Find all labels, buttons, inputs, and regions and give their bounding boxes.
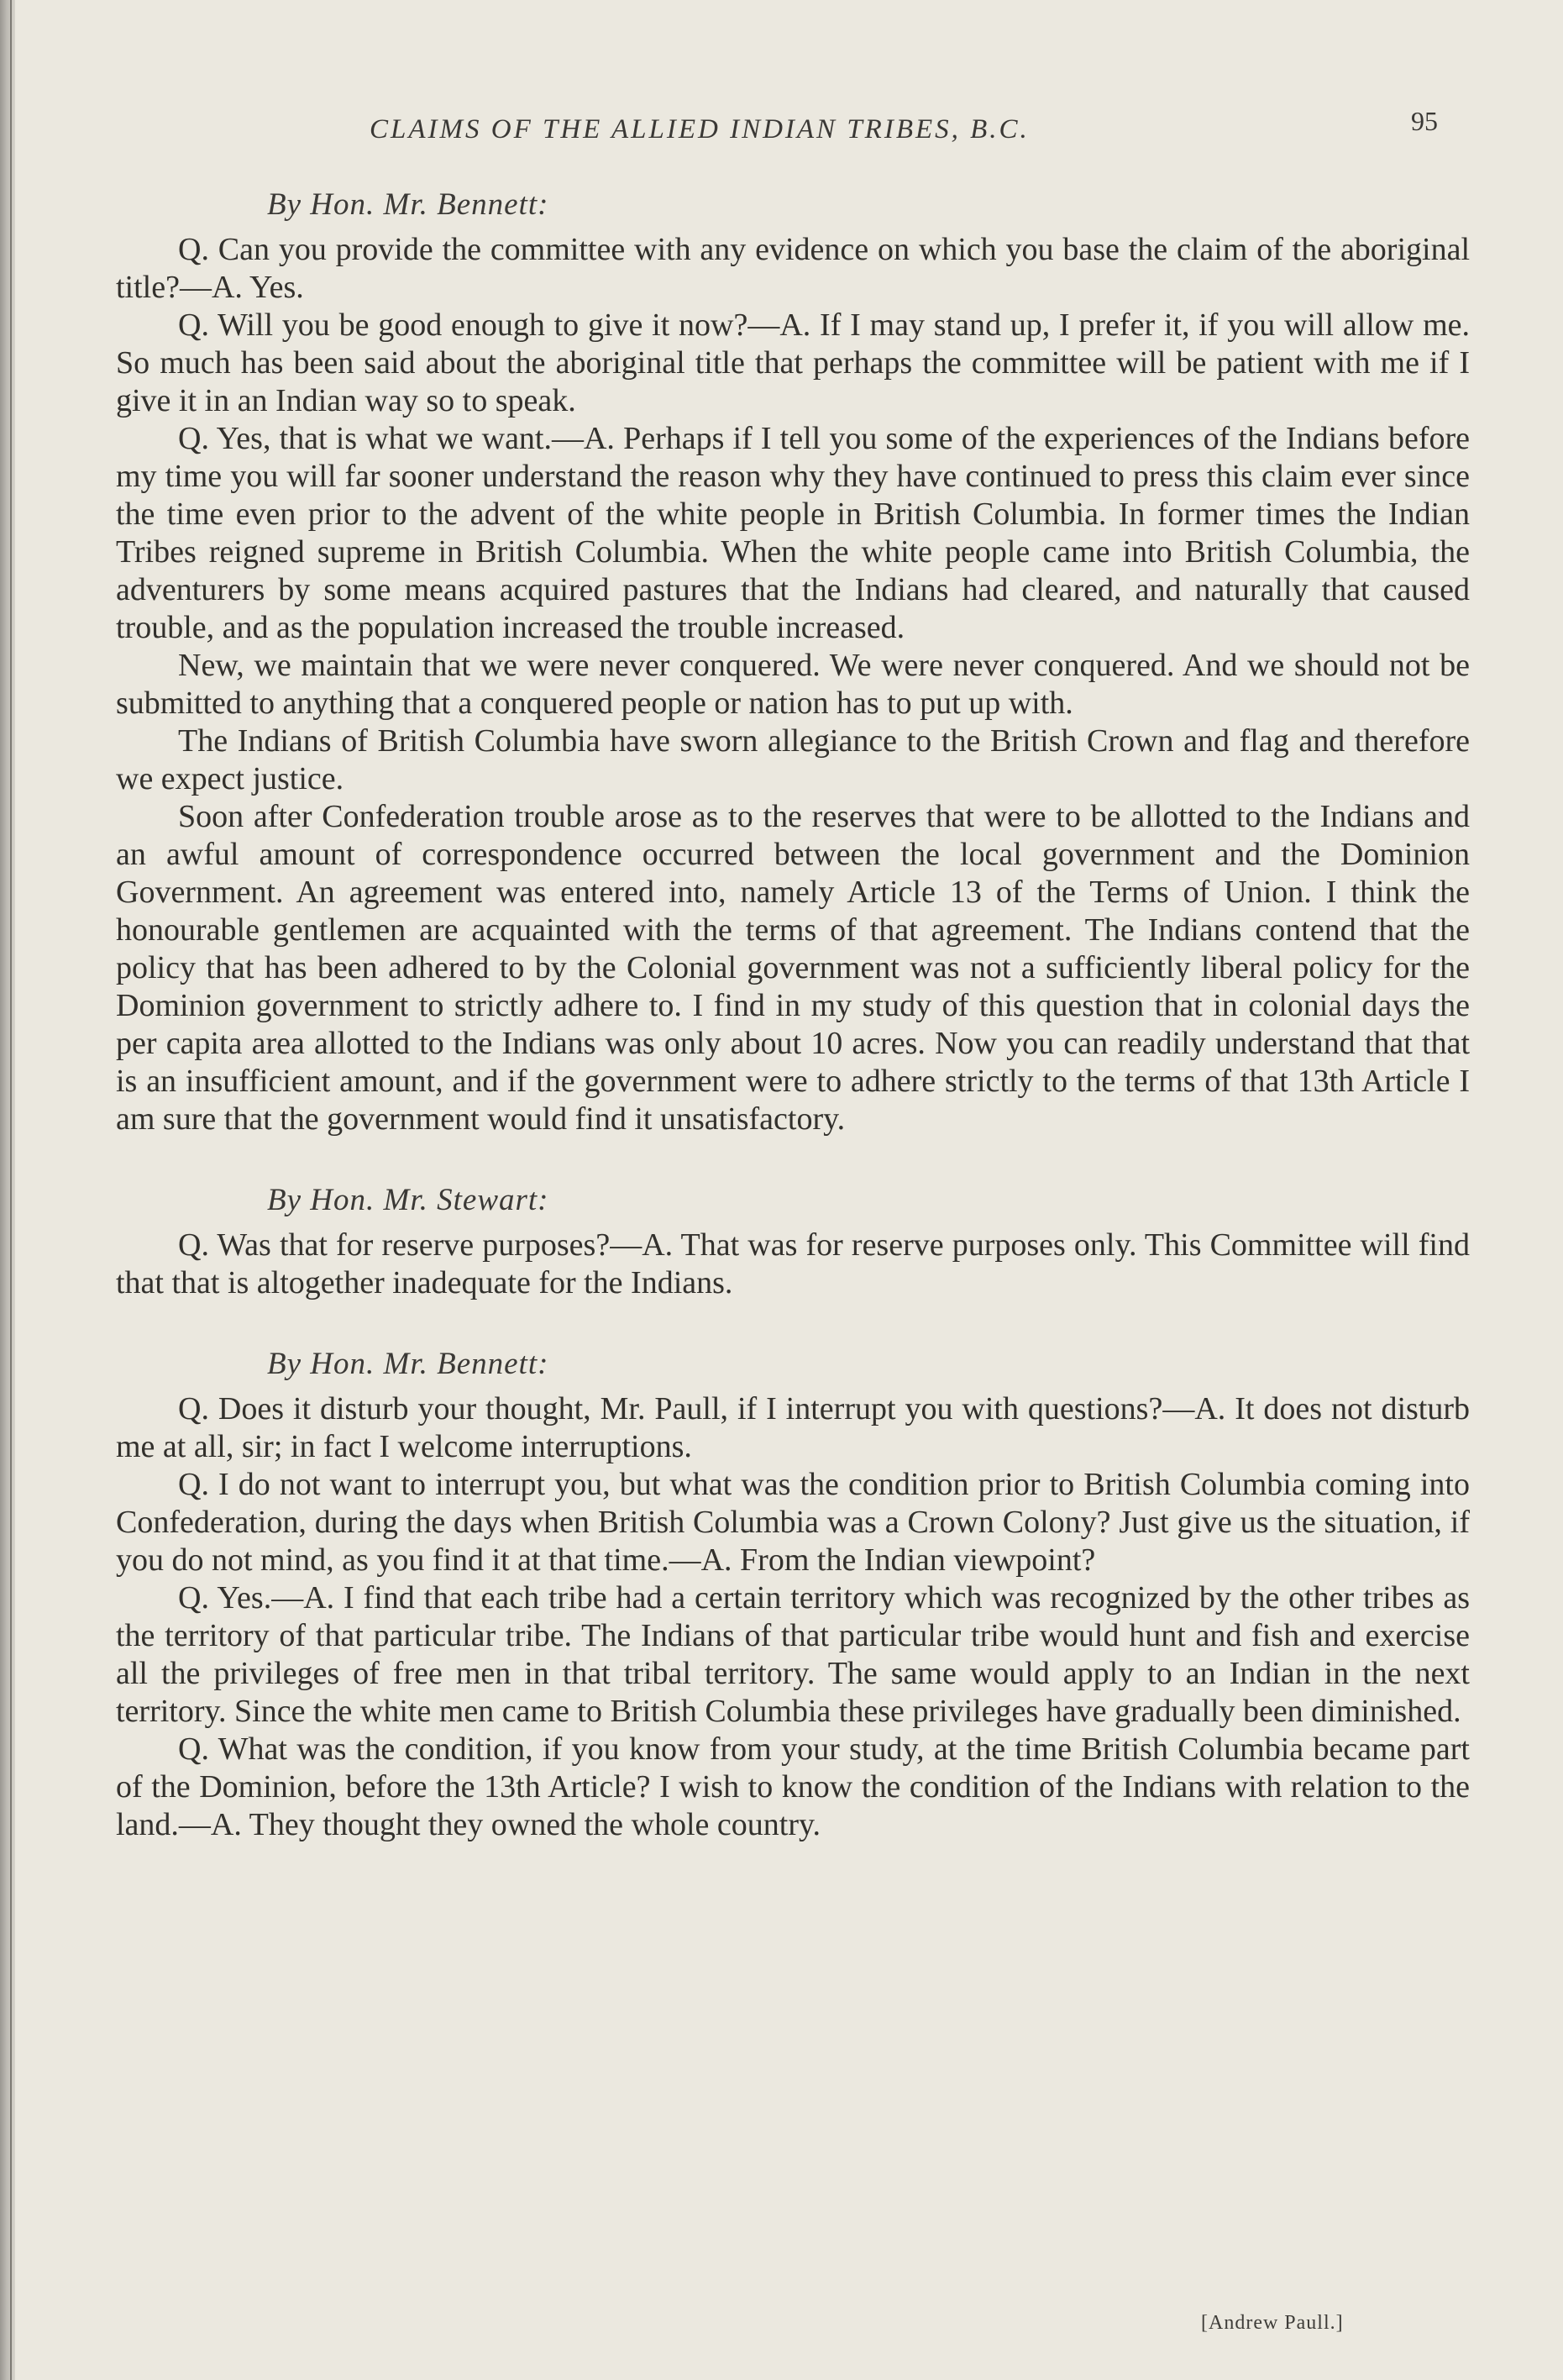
page-header	[370, 106, 1461, 165]
paragraph: Q. What was the condition, if you know from your study, at the time British Columbia became part of the Dominion, before the 13th Article? I wish to know the condition of the Indians with relation to the land.—A. They thought they owned the whole country.	[116, 1731, 1470, 1842]
section-spacer	[116, 1138, 1470, 1182]
page-number: 95	[1411, 106, 1438, 136]
section-stewart	[116, 1182, 1470, 1302]
paragraph: Q. Was that for reserve purposes?—A. That was for reserve purposes only. This Committee will find that that is altogether inadequate for the Indians.	[116, 1227, 1470, 1300]
running-title: CLAIMS OF THE ALLIED INDIAN TRIBES, B.C.	[370, 114, 1030, 144]
paragraph: Q. Will you be good enough to give it now?—A. If I may stand up, I prefer it, if you will allow me. So much has been said about the aboriginal title that perhaps the committee will be patient with me if I give it in an Indian way so to speak.	[116, 307, 1470, 418]
speaker-heading: By Hon. Mr. Stewart:	[267, 1183, 549, 1217]
page-binding-edge	[0, 0, 15, 2380]
section-bennett-2	[116, 1346, 1470, 1844]
paragraph: Q. Can you provide the committee with any evidence on which you base the claim of the aboriginal title?—A. Yes.	[116, 232, 1470, 305]
speaker-heading: By Hon. Mr. Bennett:	[267, 187, 549, 222]
section-bennett-1	[116, 187, 1470, 1138]
speaker-heading: By Hon. Mr. Bennett:	[267, 1347, 549, 1381]
paragraph: Q. Yes, that is what we want.—A. Perhaps if I tell you some of the experiences of the Indians before my time you will far sooner understand the reason why they have continued to press this claim ever since the time even prior to the advent of the white people in British Columbia. In former times the Indian Tribes reigned supreme in British Columbia. When the white people came into British Columbia, the adventurers by some means acquired pastures that the Indians had cleared, and naturally that caused trouble, and as the population increased the trouble increased.	[116, 421, 1470, 645]
binding-rule	[10, 0, 12, 2380]
section-spacer	[116, 1302, 1470, 1346]
paragraph: The Indians of British Columbia have sworn allegiance to the British Crown and flag and therefore we expect justice.	[116, 723, 1470, 796]
paragraph: Q. Yes.—A. I find that each tribe had a certain territory which was recognized by the other tribes as the territory of that particular tribe. The Indians of that particular tribe would hunt and fish and exercise all the privileges of free men in that tribal territory. The same would apply to an Indian in the next territory. Since the white men came to British Columbia these privileges have gradually been diminished.	[116, 1580, 1470, 1729]
paragraph: Q. I do not want to interrupt you, but what was the condition prior to British Columbia coming into Confederation, during the days when British Columbia was a Crown Colony? Just give us the situation, if you do not mind, as you find it at that time.—A. From the Indian viewpoint?	[116, 1467, 1470, 1578]
testimony-body	[116, 187, 1470, 1844]
paragraph: Soon after Confederation trouble arose as to the reserves that were to be allotted to the Indians and an awful amount of correspondence occurred between the local government and the Dominion Government. An agreement was entered into, namely Article 13 of the Terms of Union. I think the honourable gentlemen are acquainted with the terms of that agreement. The Indians contend that the policy that has been adhered to by the Colonial government was not a sufficiently liberal policy for the Dominion government to strictly adhere to. I find in my study of this question that in colonial days the per capita area allotted to the Indians was only about 10 acres. Now you can readily understand that that is an insufficient amount, and if the government were to adhere strictly to the terms of that 13th Article I am sure that the government would find it unsatisfactory.	[116, 799, 1470, 1137]
paragraph: Q. Does it disturb your thought, Mr. Paull, if I interrupt you with questions?—A. It does not disturb me at all, sir; in fact I welcome interruptions.	[116, 1391, 1470, 1464]
witness-signature: [Andrew Paull.]	[1201, 2312, 1344, 2334]
paragraph: New, we maintain that we were never conquered. We were never conquered. And we should not be submitted to anything that a conquered people or nation has to put up with.	[116, 648, 1470, 721]
